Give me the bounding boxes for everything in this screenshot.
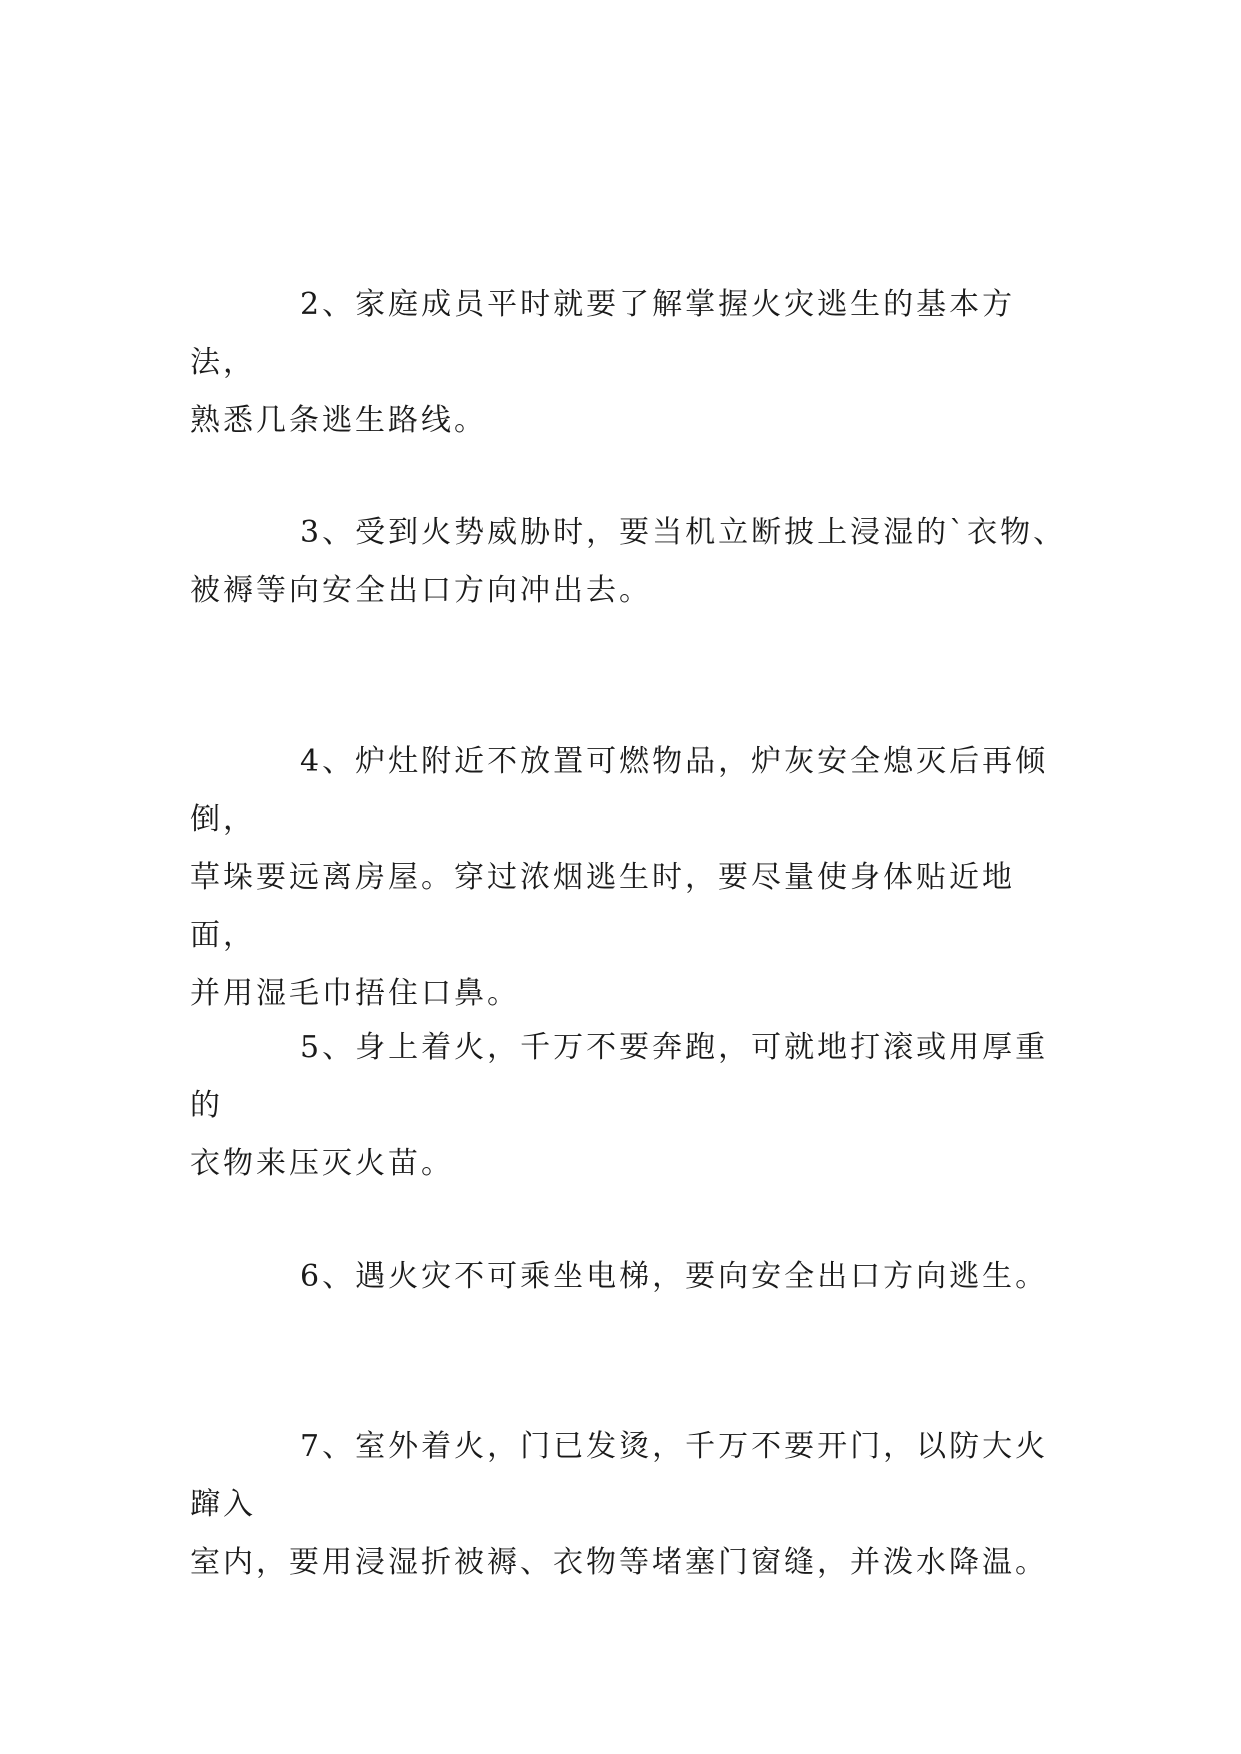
paragraph-line: 6、遇火灾不可乘坐电梯，要向安全出口方向逃生。 xyxy=(300,1259,1049,1294)
paragraph-line: 2、家庭成员平时就要了解掌握火灾逃生的基本方法， xyxy=(190,287,1016,380)
paragraph-7 xyxy=(190,1418,1070,1592)
paragraph-line: 被褥等向安全出口方向冲出去。 xyxy=(190,573,652,608)
paragraph-line: 室内，要用浸湿折被褥、衣物等堵塞门窗缝，并泼水降温。 xyxy=(190,1545,1048,1580)
paragraph-4 xyxy=(190,733,1070,1023)
paragraph-line: 7、室外着火，门已发烫，千万不要开门，以防大火蹿入 xyxy=(190,1429,1049,1522)
paragraph-5 xyxy=(190,1019,1070,1193)
paragraph-line: 并用湿毛巾捂住口鼻。 xyxy=(190,976,520,1011)
paragraph-line: 草垛要远离房屋。穿过浓烟逃生时，要尽量使身体贴近地面， xyxy=(190,860,1015,953)
paragraph-line: 5、身上着火，千万不要奔跑，可就地打滚或用厚重的 xyxy=(190,1030,1049,1123)
paragraph-line: 衣物来压灭火苗。 xyxy=(190,1146,454,1181)
paragraph-2 xyxy=(190,276,1070,450)
paragraph-line: 3、受到火势威胁时，要当机立断披上浸湿的`衣物、 xyxy=(300,515,1067,550)
paragraph-6 xyxy=(190,1248,1070,1306)
paragraph-line: 4、炉灶附近不放置可燃物品，炉灰安全熄灭后再倾倒， xyxy=(190,744,1049,837)
paragraph-3 xyxy=(190,504,1070,620)
paragraph-line: 熟悉几条逃生路线。 xyxy=(190,403,487,438)
